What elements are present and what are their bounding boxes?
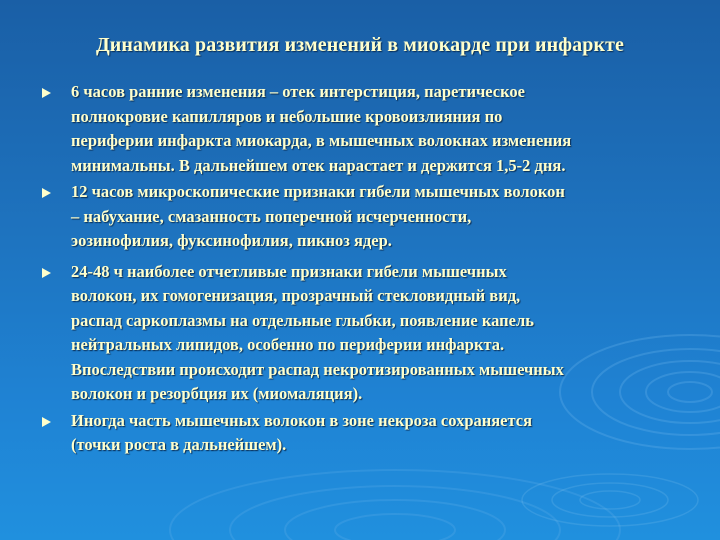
bullet-line: – набухание, смазанность поперечной исчерченности, <box>71 206 472 226</box>
bullet-item-growth-points <box>42 409 682 458</box>
bullet-line: эозинофилия, фуксинофилия, пикноз ядер. <box>71 231 392 250</box>
bullet-line: волокон и резорбция их (миомаляция). <box>71 384 363 403</box>
slide-title: Динамика развития изменений в миокарде при инфаркте <box>95 34 625 56</box>
bullet-line: полнокровие капилляров и небольшие кровоизлияния по <box>71 106 503 126</box>
bullet-line: 12 часов микроскопические признаки гибели мышечных волокон <box>71 182 565 201</box>
bullet-line: минимальны. В дальнейшем отек нарастает и держится 1,5-2 дня. <box>71 155 566 175</box>
triangle-bullet-icon <box>42 268 51 278</box>
bullet-line: 6 часов ранние изменения – отек интерстиция, паретическое <box>71 82 525 101</box>
bullet-line: периферии инфаркта миокарда, в мышечных волокнах изменения <box>71 131 572 150</box>
bullet-line: (точки роста в дальнейшем). <box>71 435 287 454</box>
bullet-item-6-hours <box>42 80 682 178</box>
bullet-line: нейтральных липидов, особенно по периферии инфаркта. <box>71 335 505 354</box>
bullet-line: волокон, их гомогенизация, прозрачный стекловидный вид, <box>71 286 521 305</box>
bullet-line: распад саркоплазмы на отдельные глыбки, появление капель <box>71 310 534 330</box>
triangle-bullet-icon <box>42 88 51 98</box>
bullet-item-24-48-hours <box>42 260 682 407</box>
bullet-line: Впоследствии происходит распад некротизированных мышечных <box>71 359 564 379</box>
bullet-list <box>42 80 682 458</box>
triangle-bullet-icon <box>42 417 51 427</box>
triangle-bullet-icon <box>42 188 51 198</box>
bullet-line: 24-48 ч наиболее отчетливые признаки гибели мышечных <box>71 261 507 281</box>
bullet-item-12-hours <box>42 180 682 254</box>
bullet-line: Иногда часть мышечных волокон в зоне некроза сохраняется <box>71 410 533 430</box>
